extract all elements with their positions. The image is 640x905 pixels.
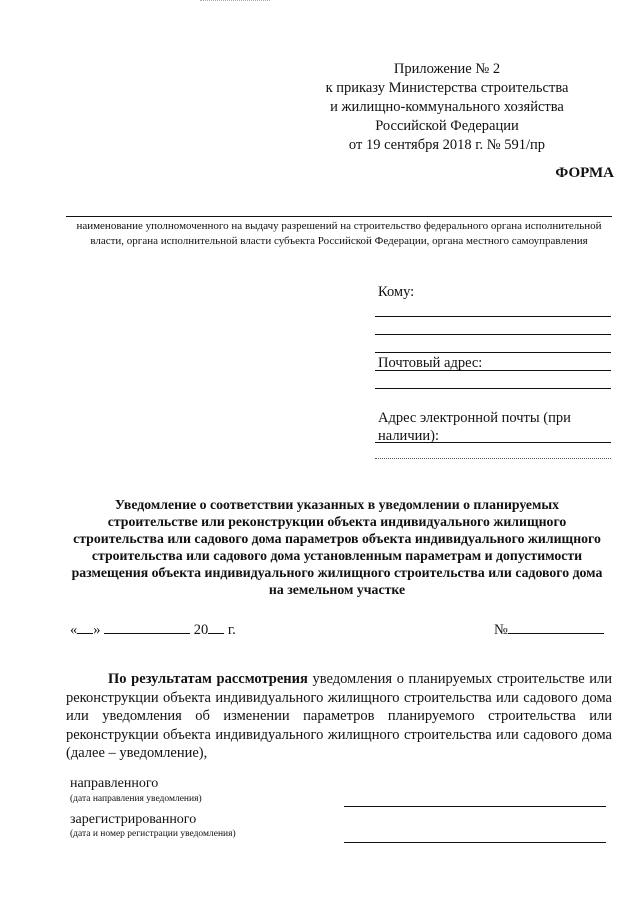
open-quote: « — [70, 622, 78, 638]
email-line-2[interactable] — [375, 458, 611, 459]
registered-hint: (дата и номер регистрации уведомления) — [70, 829, 236, 839]
appendix-header — [287, 60, 607, 155]
appendix-date: от 19 сентября 2018 г. № 591/пр — [348, 137, 546, 153]
year-prefix: 20 — [193, 622, 209, 638]
appendix-country: Российской Федерации — [375, 118, 519, 134]
sent-label: направленного — [70, 776, 159, 791]
body-paragraph — [66, 670, 612, 763]
registered-date-line[interactable] — [344, 842, 606, 843]
month-field[interactable] — [104, 619, 190, 634]
number-line — [494, 619, 604, 639]
date-line — [70, 619, 236, 639]
appendix-number: Приложение № 2 — [393, 61, 501, 77]
authority-caption: наименование уполномоченного на выдачу разрешений на строительство федерального органа исполнительной власти, органа исполнительной власти субъекта Российской Федерации, органа местного самоуправления — [76, 220, 602, 247]
body-bold-lead: По результатам рассмотрения — [108, 671, 308, 687]
to-label: Кому: — [378, 284, 415, 300]
to-line-3[interactable] — [375, 352, 611, 353]
close-quote: » — [93, 622, 101, 638]
year-suffix: г. — [227, 622, 236, 638]
appendix-order: к приказу Министерства строительства — [325, 80, 569, 96]
email-label: Адрес электронной почты (при наличии): — [378, 410, 571, 444]
number-sign: № — [494, 622, 508, 638]
authority-name-line[interactable] — [66, 216, 612, 217]
sent-date-line[interactable] — [344, 806, 606, 807]
postal-line-2[interactable] — [375, 388, 611, 389]
body-text: уведомления о планируемых строительстве или реконструкции объекта индивидуального жилищного строительства или садового дома или уведомления об изменении параметров планируемого строительства или реконструкции объекта индивидуального жилищного строительства или садового дома (далее – уведомление), — [66, 671, 613, 761]
number-field[interactable] — [508, 619, 604, 634]
postal-line-1[interactable] — [375, 370, 611, 371]
registered-label: зарегистрированного — [70, 812, 197, 827]
notice-title: Уведомление о соответствии указанных в уведомлении о планируемых строительстве или реконструкции объекта индивидуального жилищного строительства или садового дома параметров объекта индивидуального жилищного строительства или садового дома установленным параметрам и допустимости размещения объекта индивидуального жилищного строительства или садового дома на земельном участке — [71, 497, 603, 597]
to-line-1[interactable] — [375, 316, 611, 317]
appendix-ministry: и жилищно-коммунального хозяйства — [330, 99, 564, 115]
to-line-2[interactable] — [375, 334, 611, 335]
email-line-1[interactable] — [375, 442, 611, 443]
day-field[interactable] — [77, 619, 93, 634]
scan-artifact — [200, 0, 270, 1]
sent-hint: (дата направления уведомления) — [70, 794, 202, 804]
form-label: ФОРМА — [555, 165, 614, 181]
postal-label: Почтовый адрес: — [378, 355, 483, 371]
year-field[interactable] — [208, 619, 224, 634]
